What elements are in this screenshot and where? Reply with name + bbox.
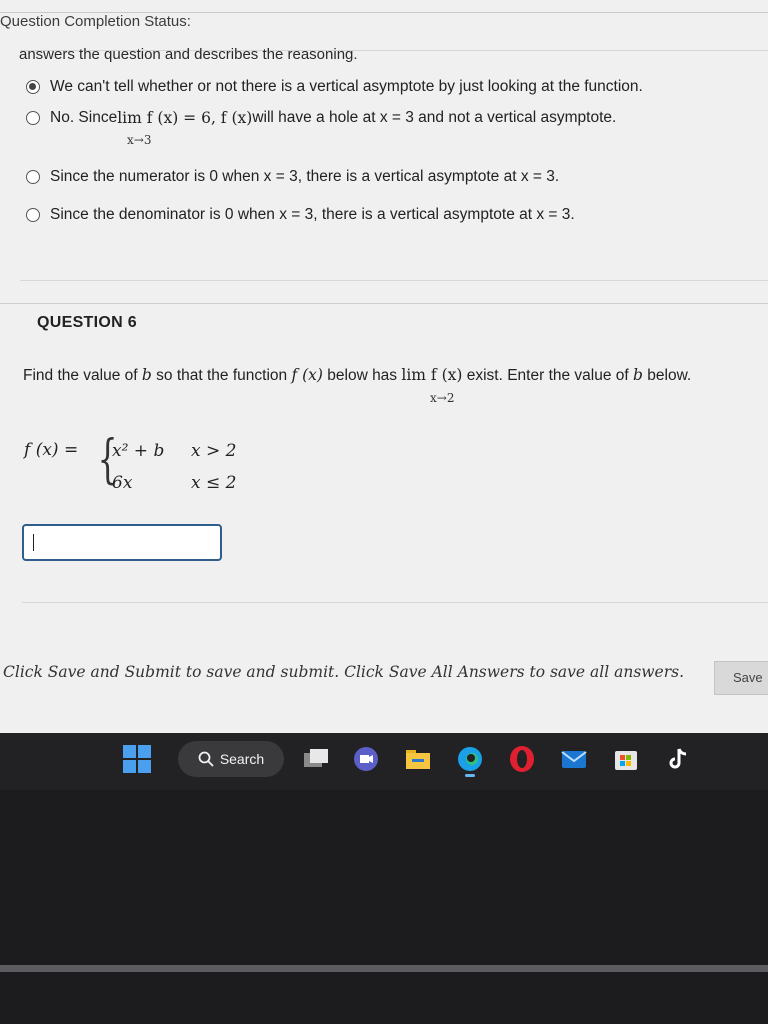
- answer-input[interactable]: [22, 524, 222, 561]
- case2-condition: x ≤ 2: [191, 473, 237, 493]
- search-icon: [198, 751, 214, 767]
- search-label: Search: [219, 751, 265, 767]
- case1-condition: x > 2: [191, 441, 237, 461]
- option-label: Since the denominator is 0 when x = 3, there is a vertical asymptote at x = 3.: [50, 206, 575, 223]
- previous-question-prompt: answers the question and describes the reasoning.: [19, 46, 358, 63]
- option-label-suffix: will have a hole at x = 3 and not a vertical asymptote.: [252, 109, 617, 126]
- divider: [0, 303, 768, 304]
- radio-unselected[interactable]: [26, 170, 40, 184]
- store-icon[interactable]: [612, 745, 640, 773]
- completion-status-title: Question Completion Status:: [0, 13, 191, 30]
- mail-icon[interactable]: [560, 745, 588, 773]
- teams-icon[interactable]: [352, 745, 380, 773]
- answer-option-2[interactable]: [26, 109, 616, 127]
- question-text: Find the value of b so that the function f (x) below has lim f (x) exist. Enter the value of b below.: [23, 366, 692, 384]
- divider: [22, 602, 768, 603]
- tiktok-icon[interactable]: [664, 745, 692, 773]
- radio-selected[interactable]: [26, 80, 40, 94]
- file-explorer-icon[interactable]: [404, 745, 432, 773]
- windows-start-icon[interactable]: [123, 745, 151, 773]
- function-label: f (x) =: [24, 440, 79, 460]
- save-instructions: Click Save and Submit to save and submit. Click Save All Answers to save all answers.: [3, 663, 685, 681]
- limit-subscript: x→3: [127, 133, 152, 147]
- text-caret: [33, 534, 34, 551]
- option-label-prefix: No. Since: [50, 109, 118, 126]
- answer-option-4[interactable]: [26, 206, 575, 224]
- case1-expression: x² + b: [112, 441, 165, 461]
- answer-option-1[interactable]: [26, 78, 643, 96]
- opera-icon[interactable]: [508, 745, 536, 773]
- case2-expression: 6x: [112, 473, 133, 493]
- answer-option-3[interactable]: [26, 168, 559, 186]
- divider: [20, 280, 768, 281]
- radio-unselected[interactable]: [26, 208, 40, 222]
- taskbar: [0, 733, 768, 790]
- save-all-button[interactable]: Save: [714, 661, 768, 695]
- option-math: lim f (x) = 6, f (x): [117, 109, 253, 127]
- radio-unselected[interactable]: [26, 111, 40, 125]
- edge-icon[interactable]: [456, 745, 484, 773]
- question-title: QUESTION 6: [37, 314, 137, 331]
- limit-subscript: x→2: [430, 391, 455, 405]
- laptop-bezel-edge: [0, 965, 768, 972]
- option-label: Since the numerator is 0 when x = 3, there is a vertical asymptote at x = 3.: [50, 168, 560, 185]
- taskbar-search-button[interactable]: [178, 741, 284, 777]
- option-label: We can't tell whether or not there is a vertical asymptote by just looking at the function.: [50, 78, 643, 95]
- task-view-icon[interactable]: [302, 745, 330, 773]
- piecewise-brace: {: [97, 430, 118, 490]
